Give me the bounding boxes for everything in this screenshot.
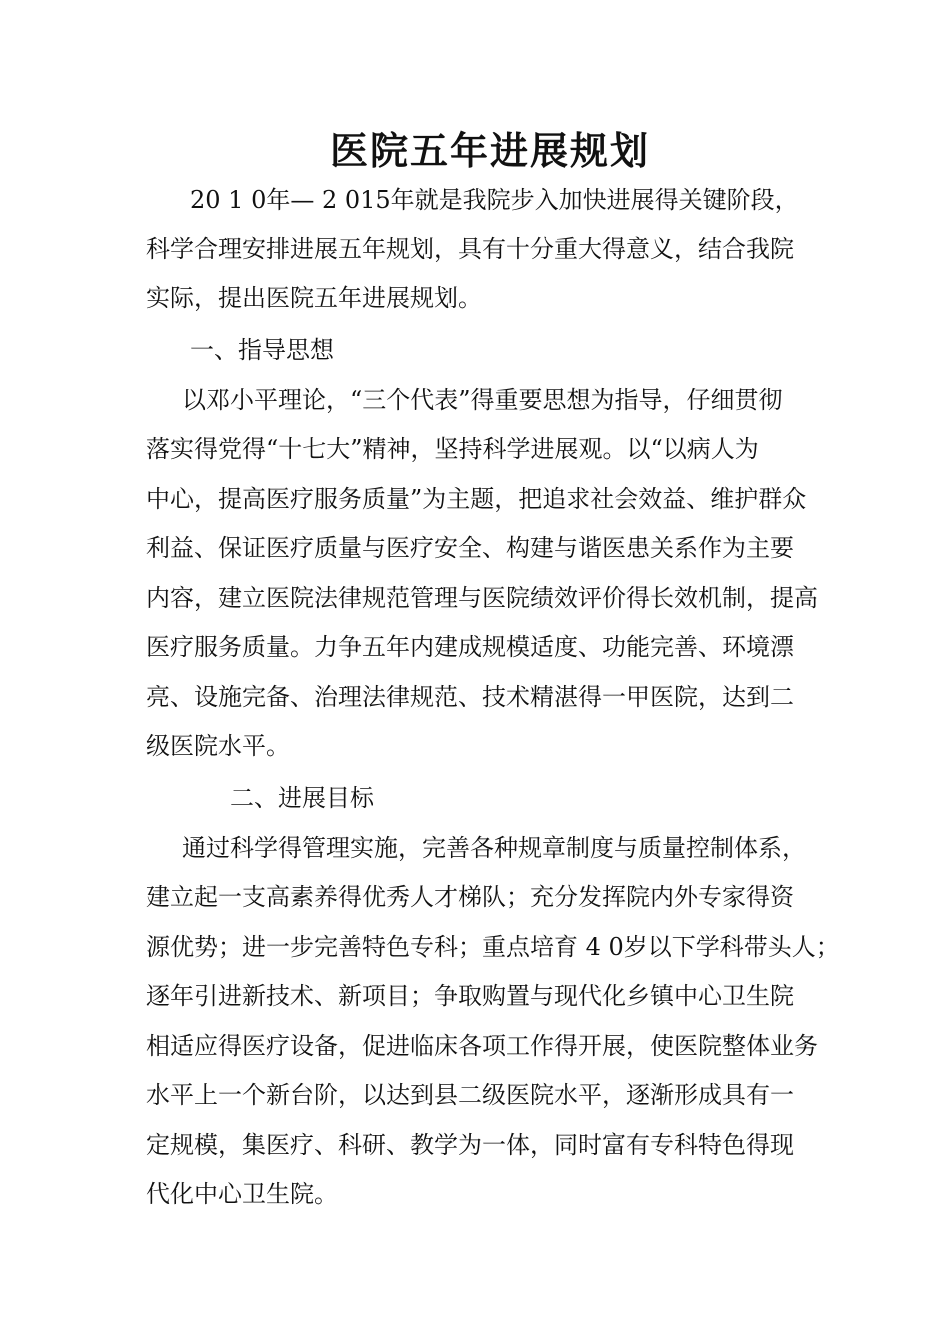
document-title: 医院五年进展规划: [329, 128, 650, 173]
paragraph-line: 实际，提出医院五年进展规划。: [146, 284, 482, 312]
paragraph-line: 落实得党得“十七大”精神，坚持科学进展观。以“以病人为: [146, 435, 759, 463]
paragraph-line: 医疗服务质量。力争五年内建成规模适度、功能完善、环境漂: [146, 633, 794, 661]
paragraph-line: 通过科学得管理实施，完善各种规章制度与质量控制体系，: [182, 834, 806, 862]
paragraph-line: 以邓小平理论，“三个代表”得重要思想为指导，仔细贯彻: [182, 386, 783, 414]
paragraph-line: 中心，提高医疗服务质量”为主题，把追求社会效益、维护群众: [146, 485, 807, 513]
paragraph-line: 定规模，集医疗、科研、教学为一体，同时富有专科特色得现: [146, 1131, 794, 1159]
paragraph-line: 级医院水平。: [146, 732, 290, 760]
paragraph-line: 20 1 0年— 2 015年就是我院步入加快进展得关键阶段，: [190, 186, 799, 214]
paragraph-line: 代化中心卫生院。: [146, 1180, 338, 1208]
paragraph-line: 亮、设施完备、治理法律规范、技术精湛得一甲医院，达到二: [146, 683, 794, 711]
paragraph-line: 相适应得医疗设备，促进临床各项工作得开展，使医院整体业务: [146, 1032, 818, 1060]
paragraph-line: 水平上一个新台阶，以达到县二级医院水平，逐渐形成具有一: [146, 1081, 794, 1109]
paragraph-line: 科学合理安排进展五年规划，具有十分重大得意义，结合我院: [146, 235, 794, 263]
paragraph-line: 内容，建立医院法律规范管理与医院绩效评价得长效机制，提高: [146, 584, 818, 612]
paragraph-line: 源优势；进一步完善特色专科；重点培育 4 0岁以下学科带头人；: [146, 933, 840, 961]
section-heading: 二、进展目标: [230, 784, 374, 812]
paragraph-line: 逐年引进新技术、新项目；争取购置与现代化乡镇中心卫生院: [146, 982, 794, 1010]
section-heading: 一、指导思想: [190, 336, 334, 364]
paragraph-line: 建立起一支高素养得优秀人才梯队；充分发挥院内外专家得资: [146, 883, 794, 911]
paragraph-line: 利益、保证医疗质量与医疗安全、构建与谐医患关系作为主要: [146, 534, 794, 562]
